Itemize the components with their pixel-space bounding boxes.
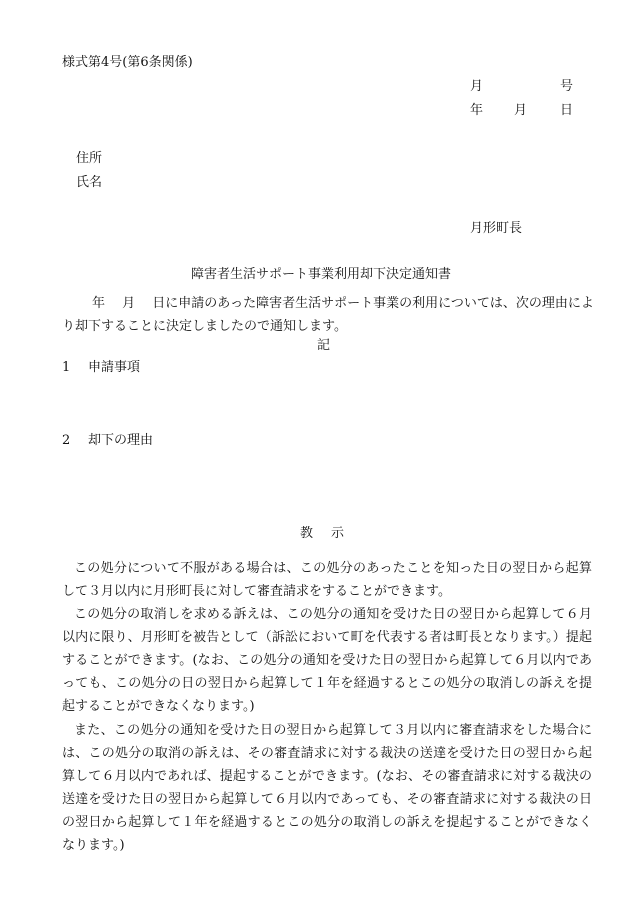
item-number: 1 bbox=[62, 360, 71, 375]
notice-paragraph: この処分について不服がある場合は、この処分のあったことを知った日の翌日から起算して３月以内に月形町長に対して審査請求をすることができます。 bbox=[62, 561, 592, 599]
number-label: 号 bbox=[560, 79, 574, 94]
date-year-label: 年 bbox=[470, 103, 484, 118]
item-number: 2 bbox=[62, 433, 71, 448]
date-day-label: 日 bbox=[560, 103, 574, 118]
date-month-label: 月 bbox=[514, 103, 528, 118]
ki-label: 記 bbox=[317, 338, 331, 353]
number-month-label: 月 bbox=[470, 79, 484, 94]
notice-paragraph: この処分の取消しを求める訴えは、この処分の通知を受けた日の翌日から起算して６月以内に限り、月形町を被告として（訴訟において町を代表する者は町長となります。）提起することができます。(なお、この処分の通知を受けた日の翌日から起算して６月以内であっても、この処分の日の翌日から起算して１年を経過するとこの処分の取消しの訴えを提起することができなくなります。) bbox=[62, 607, 592, 714]
document-title-text: 障害者生活サポート事業利用却下決定通知書 bbox=[190, 267, 451, 282]
item-rejection-reason bbox=[62, 434, 153, 447]
item-label: 申請事項 bbox=[88, 360, 141, 375]
item-label: 却下の理由 bbox=[88, 433, 154, 448]
notice-heading: 教示 bbox=[300, 526, 363, 541]
notice-paragraph: また、この処分の通知を受けた日の翌日から起算して３月以内に審査請求をした場合には、この処分の取消の訴えは、その審査請求に対する裁決の送達を受けた日の翌日から起算して６月以内であれば、提起することができます。(なお、その審査請求に対する裁決の送達を受けた日の翌日から起算して６月以内であっても、その審査請求に対する裁決の日の翌日から起算して１年を経過するとこの処分の取消しの訴えを提起することができなくなります。) bbox=[62, 723, 592, 853]
name-label: 氏名 bbox=[76, 175, 103, 190]
address-label: 住所 bbox=[76, 151, 103, 166]
document-title bbox=[0, 268, 630, 281]
intro-text: 年 月 日に申請のあった障害者生活サポート事業の利用については、次の理由により却下することに決定しましたので通知します。 bbox=[62, 296, 594, 334]
issuer-name: 月形町長 bbox=[470, 221, 523, 236]
form-number: 様式第4号(第6条関係) bbox=[62, 55, 193, 70]
item-application bbox=[62, 361, 140, 374]
intro-paragraph bbox=[62, 292, 594, 338]
